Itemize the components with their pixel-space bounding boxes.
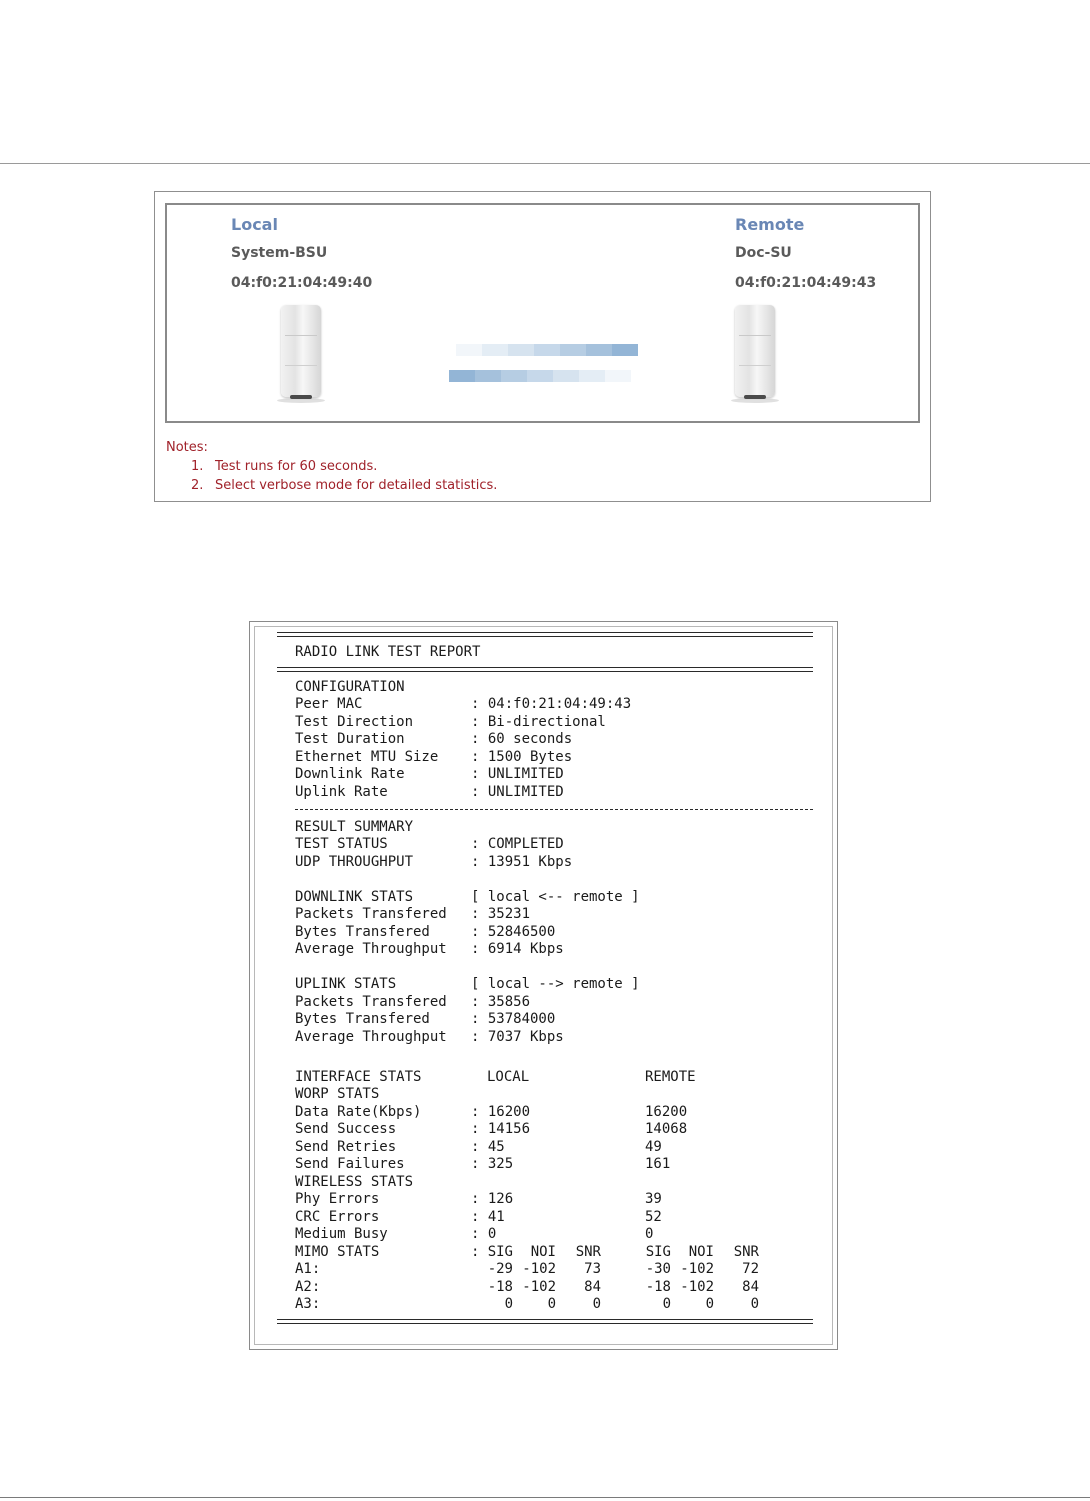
radio-link-test-report <box>249 621 838 1350</box>
mimo-value: -29 <box>487 1261 513 1277</box>
mimo-value: 84 <box>742 1279 759 1295</box>
downlink-label: Average Throughput <box>295 941 447 957</box>
worp-label: Data Rate(Kbps) <box>295 1104 422 1120</box>
wireless-remote-value: 0 <box>645 1226 654 1242</box>
mimo-value: 0 <box>547 1296 556 1312</box>
downlink-direction: [ local <-- remote ] <box>471 889 640 905</box>
remote-device-name: Doc-SU <box>735 245 792 261</box>
worp-local-value: : 325 <box>471 1156 514 1172</box>
local-column-header: LOCAL <box>487 1069 530 1085</box>
config-value: : UNLIMITED <box>471 784 564 800</box>
note-text: Test runs for 60 seconds. <box>215 459 378 474</box>
link-test-diagram <box>165 203 920 423</box>
remote-radio-device-icon <box>735 305 775 401</box>
mimo-antenna-label: A3: <box>295 1296 321 1312</box>
mimo-value: 84 <box>584 1279 601 1295</box>
uplink-label: Average Throughput <box>295 1029 447 1045</box>
config-value: : 60 seconds <box>471 731 573 747</box>
mimo-value: -102 <box>522 1261 556 1277</box>
mimo-local-col-noi: NOI <box>530 1244 556 1260</box>
mimo-value: 0 <box>705 1296 714 1312</box>
mimo-stats-heading: MIMO STATS <box>295 1244 380 1260</box>
summary-value: : 13951 Kbps <box>471 854 573 870</box>
wireless-remote-value: 52 <box>645 1209 662 1225</box>
summary-label: TEST STATUS <box>295 836 388 852</box>
config-label: Uplink Rate <box>295 784 388 800</box>
remote-mac: 04:f0:21:04:49:43 <box>735 275 877 291</box>
local-radio-device-icon <box>281 305 321 401</box>
worp-local-value: : 45 <box>471 1139 505 1155</box>
mimo-colon: : <box>471 1244 480 1260</box>
uplink-value: : 53784000 <box>471 1011 556 1027</box>
config-label: Test Direction <box>295 714 414 730</box>
mimo-value: 73 <box>584 1261 601 1277</box>
uplink-label: Bytes Transfered <box>295 1011 430 1027</box>
downlink-label: Packets Transfered <box>295 906 447 922</box>
config-label: Ethernet MTU Size <box>295 749 439 765</box>
note-item <box>191 459 377 474</box>
uplink-label: Packets Transfered <box>295 994 447 1010</box>
mimo-value: -102 <box>522 1279 556 1295</box>
note-number: 1. <box>191 459 204 474</box>
mimo-remote-col-noi: NOI <box>688 1244 714 1260</box>
config-value: : UNLIMITED <box>471 766 564 782</box>
wireless-label: Phy Errors <box>295 1191 380 1207</box>
interface-stats-heading: INTERFACE STATS <box>295 1069 422 1085</box>
worp-label: Send Success <box>295 1121 397 1137</box>
worp-remote-value: 49 <box>645 1139 662 1155</box>
mimo-value: -102 <box>680 1261 714 1277</box>
mimo-local-col-snr: SNR <box>575 1244 601 1260</box>
uplink-value: : 7037 Kbps <box>471 1029 564 1045</box>
result-summary-heading: RESULT SUMMARY <box>295 819 414 835</box>
uplink-direction: [ local --> remote ] <box>471 976 640 992</box>
worp-remote-value: 14068 <box>645 1121 688 1137</box>
mimo-value: 0 <box>750 1296 759 1312</box>
mimo-antenna-label: A2: <box>295 1279 321 1295</box>
page-top-rule <box>0 163 1090 164</box>
uplink-arrow-icon <box>456 341 638 353</box>
uplink-value: : 35856 <box>471 994 531 1010</box>
mimo-antenna-label: A1: <box>295 1261 321 1277</box>
report-title: RADIO LINK TEST REPORT <box>295 644 481 660</box>
downlink-arrow-icon <box>449 367 631 379</box>
wireless-local-value: : 41 <box>471 1209 505 1225</box>
downlink-value: : 6914 Kbps <box>471 941 564 957</box>
summary-value: : COMPLETED <box>471 836 564 852</box>
downlink-value: : 35231 <box>471 906 531 922</box>
mimo-remote-col-sig: SIG <box>645 1244 671 1260</box>
worp-label: Send Failures <box>295 1156 405 1172</box>
config-value: : 04:f0:21:04:49:43 <box>471 696 632 712</box>
wireless-stats-heading: WIRELESS STATS <box>295 1174 414 1190</box>
worp-local-value: : 14156 <box>471 1121 531 1137</box>
notes-heading: Notes: <box>166 440 208 455</box>
mimo-local-col-sig: SIG <box>487 1244 513 1260</box>
mimo-remote-col-snr: SNR <box>733 1244 759 1260</box>
local-mac: 04:f0:21:04:49:40 <box>231 275 373 291</box>
mimo-value: -30 <box>645 1261 671 1277</box>
note-number: 2. <box>191 478 204 493</box>
mimo-value: 0 <box>592 1296 601 1312</box>
remote-column-header: REMOTE <box>645 1069 696 1085</box>
uplink-stats-heading: UPLINK STATS <box>295 976 397 992</box>
local-device-name: System-BSU <box>231 245 328 261</box>
worp-local-value: : 16200 <box>471 1104 531 1120</box>
mimo-value: -18 <box>487 1279 513 1295</box>
link-test-panel <box>154 191 931 502</box>
report-separator-dashed <box>295 809 813 810</box>
report-separator-double <box>277 632 813 637</box>
note-text: Select verbose mode for detailed statistics. <box>215 478 498 493</box>
config-label: Test Duration <box>295 731 405 747</box>
note-item <box>191 478 497 493</box>
mimo-value: 72 <box>742 1261 759 1277</box>
downlink-value: : 52846500 <box>471 924 556 940</box>
worp-label: Send Retries <box>295 1139 397 1155</box>
mimo-value: -102 <box>680 1279 714 1295</box>
config-value: : Bi-directional <box>471 714 606 730</box>
config-label: Downlink Rate <box>295 766 405 782</box>
mimo-value: 0 <box>504 1296 513 1312</box>
wireless-local-value: : 126 <box>471 1191 514 1207</box>
report-separator-double <box>277 1319 813 1324</box>
remote-title: Remote <box>735 215 805 234</box>
configuration-heading: CONFIGURATION <box>295 679 405 695</box>
config-value: : 1500 Bytes <box>471 749 573 765</box>
mimo-value: -18 <box>645 1279 671 1295</box>
wireless-local-value: : 0 <box>471 1226 497 1242</box>
downlink-stats-heading: DOWNLINK STATS <box>295 889 414 905</box>
wireless-remote-value: 39 <box>645 1191 662 1207</box>
wireless-label: Medium Busy <box>295 1226 388 1242</box>
mimo-value: 0 <box>662 1296 671 1312</box>
downlink-label: Bytes Transfered <box>295 924 430 940</box>
config-label: Peer MAC <box>295 696 363 712</box>
summary-label: UDP THROUGHPUT <box>295 854 414 870</box>
worp-remote-value: 16200 <box>645 1104 688 1120</box>
wireless-label: CRC Errors <box>295 1209 380 1225</box>
report-separator-double <box>277 667 813 672</box>
worp-stats-heading: WORP STATS <box>295 1086 380 1102</box>
local-title: Local <box>231 215 278 234</box>
page-bottom-rule <box>0 1497 1090 1498</box>
worp-remote-value: 161 <box>645 1156 671 1172</box>
